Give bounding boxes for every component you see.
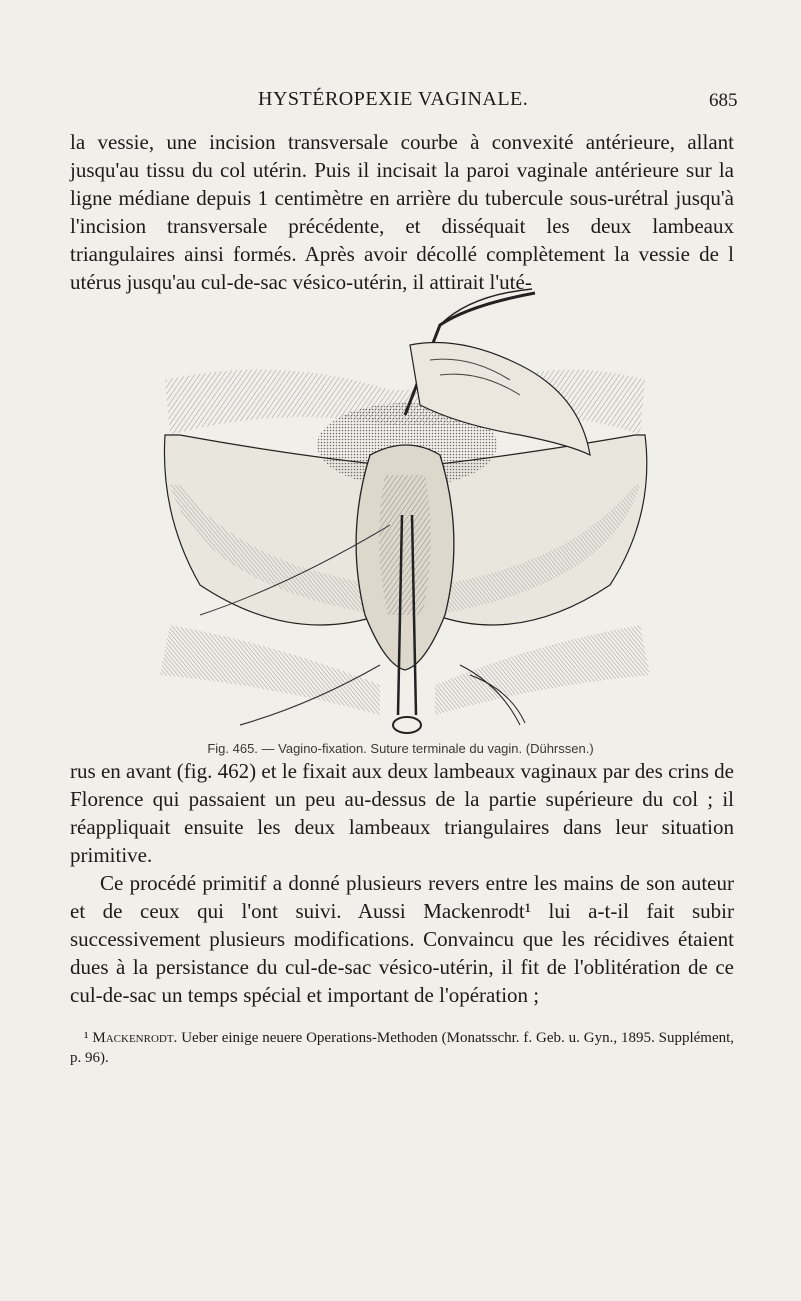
footnote <box>70 1028 734 1068</box>
figure-caption: Fig. 465. — Vagino-fixation. Suture terminale du vagin. (Dührssen.) <box>207 741 594 756</box>
paragraph-2: Ce procédé primitif a donné plusieurs revers entre les mains de son auteur et de ceux qui l'ont suivi. Aussi Mackenrodt¹ lui a-t-il fait subir successivement plusieurs modifications. Convaincu que les récidives étaient dues à la persistance du cul-de-sac vésico-utérin, il fit de l'oblitération de ce cul-de-sac un temps spécial et important de l'opération ; <box>70 871 734 1007</box>
paragraph-1: rus en avant (fig. 462) et le fixait aux deux lambeaux vaginaux par des crins de Florence qui passaient un peu au-dessus de la partie supérieure du col ; il réappliquait ensuite les deux lambeaux triangulaires dans leur situation primitive. <box>70 759 734 867</box>
page-number: 685 <box>709 90 738 111</box>
figure-illustration <box>140 285 670 735</box>
bottom-text-block <box>70 757 734 1009</box>
top-paragraph-block <box>70 128 734 296</box>
top-paragraph: la vessie, une incision transversale courbe à convexité antérieure, allant jusqu'au tissu du col utérin. Puis il incisait la paroi vaginale antérieure sur la ligne médiane depuis 1 centimètre en arrière du tubercule sous-urétral jusqu'à l'incision transversale précédente, et disséquait les deux lambeaux triangulaires ainsi formés. Après avoir décollé complètement la vessie de l utérus jusqu'au cul-de-sac vésico-utérin, il attirait l'uté- <box>70 130 734 294</box>
surgical-engraving <box>140 285 670 735</box>
running-title: HYSTÉROPEXIE VAGINALE. <box>258 88 529 110</box>
page-header <box>0 88 801 118</box>
footnote-author: Mackenrodt. <box>92 1030 178 1046</box>
footnote-text: Ueber einige neuere Operations-Methoden (Monatsschr. f. Geb. u. Gyn., 1895. Supplément, p. 96). <box>70 1030 735 1066</box>
footnote-marker: ¹ <box>84 1030 89 1046</box>
